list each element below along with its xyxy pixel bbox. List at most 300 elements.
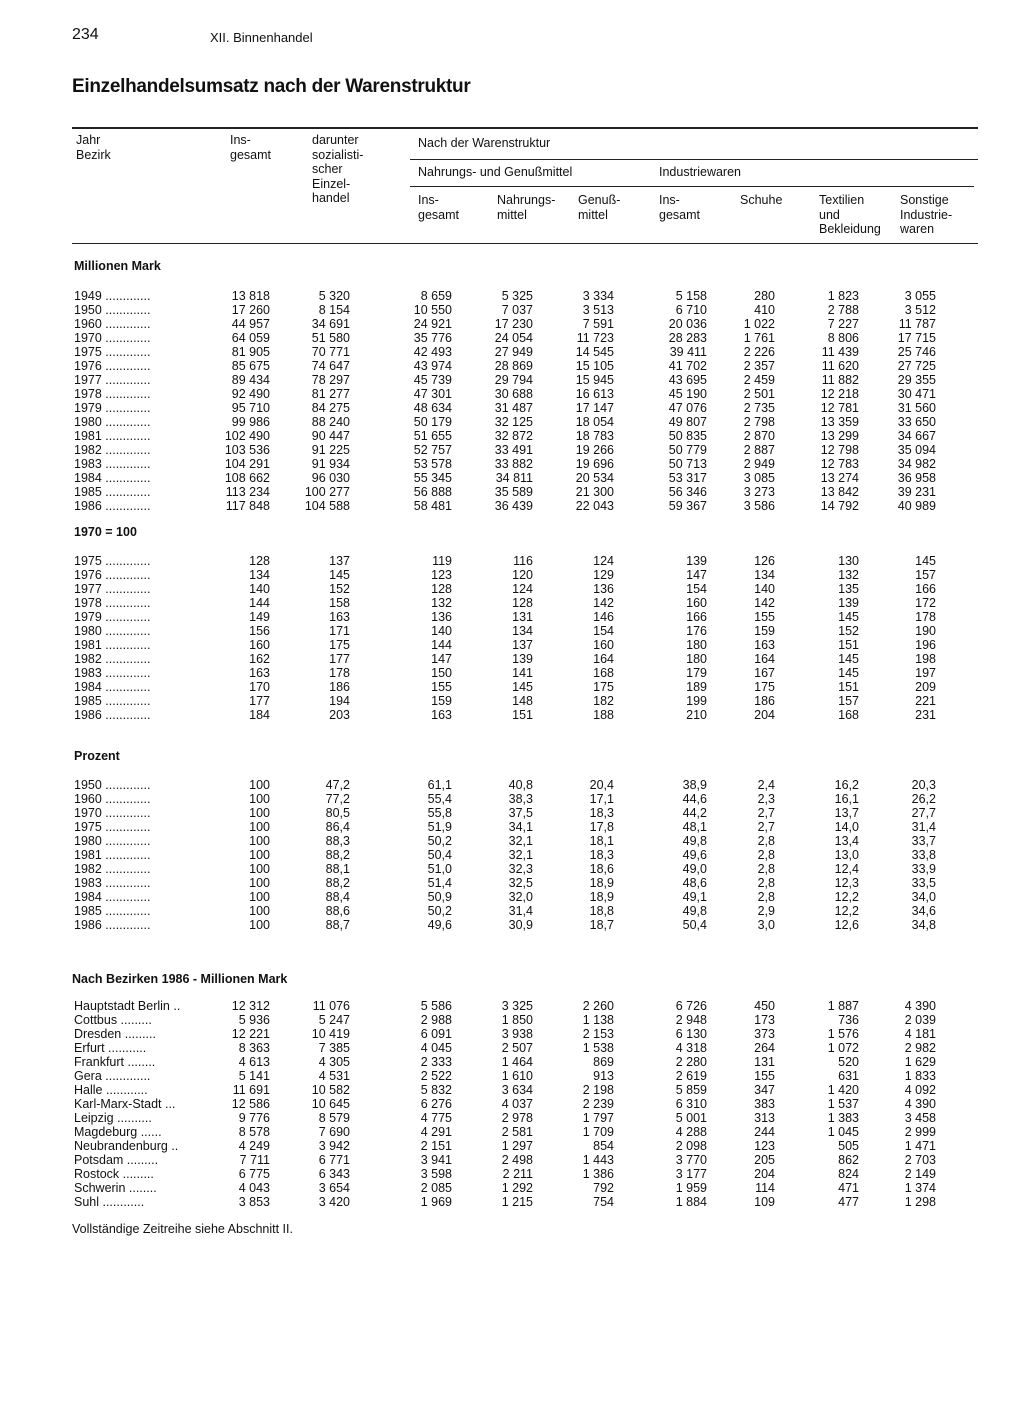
table-cell: 2,4	[757, 778, 775, 792]
table-cell: 26,2	[911, 792, 936, 806]
table-cell: 280	[754, 289, 775, 303]
table-cell: 139	[838, 596, 859, 610]
table-row	[0, 680, 1024, 694]
table-cell: 132	[838, 568, 859, 582]
table-cell: 6 775	[238, 1167, 270, 1181]
header-sonstige: Sonstige Industrie- waren	[900, 193, 953, 236]
table-cell: 13,4	[834, 834, 859, 848]
table-cell: 154	[593, 624, 614, 638]
table-cell: 8 579	[318, 1111, 350, 1125]
table-cell: 141	[512, 666, 533, 680]
table-cell: 2 459	[743, 373, 775, 387]
row-label: 1976 .............	[74, 359, 151, 373]
table-cell: 177	[329, 652, 350, 666]
table-cell: 166	[915, 582, 936, 596]
table-cell: 2 522	[420, 1069, 452, 1083]
table-cell: 186	[754, 694, 775, 708]
table-cell: 3 334	[582, 289, 614, 303]
table-row	[0, 792, 1024, 806]
table-cell: 145	[838, 666, 859, 680]
row-label: 1977 .............	[74, 373, 151, 387]
table-cell: 27,7	[911, 806, 936, 820]
header-nahrung-group: Nahrungs- und Genußmittel	[418, 165, 573, 179]
table-cell: 113 234	[225, 485, 270, 499]
table-cell: 37,5	[508, 806, 533, 820]
table-cell: 50,4	[682, 918, 707, 932]
table-cell: 1 072	[827, 1041, 859, 1055]
table-cell: 159	[431, 694, 452, 708]
table-cell: 3 055	[904, 289, 936, 303]
table-cell: 100	[249, 778, 270, 792]
header-nahrungsmittel: Nahrungs- mittel	[497, 193, 556, 222]
table-cell: 2 982	[904, 1041, 936, 1055]
table-cell: 168	[838, 708, 859, 722]
table-cell: 175	[754, 680, 775, 694]
table-cell: 1 823	[827, 289, 859, 303]
table-cell: 50,2	[427, 904, 452, 918]
row-label: Schwerin ........	[74, 1181, 157, 1195]
table-cell: 86,4	[325, 820, 350, 834]
table-cell: 4 045	[420, 1041, 452, 1055]
table-cell: 180	[686, 638, 707, 652]
table-cell: 146	[593, 610, 614, 624]
table-cell: 6 130	[675, 1027, 707, 1041]
table-cell: 13,7	[834, 806, 859, 820]
table-cell: 5 832	[420, 1083, 452, 1097]
table-cell: 175	[329, 638, 350, 652]
table-cell: 10 550	[413, 303, 452, 317]
table-cell: 52 757	[413, 443, 452, 457]
table-cell: 869	[593, 1055, 614, 1069]
table-cell: 88,2	[325, 848, 350, 862]
table-cell: 142	[593, 596, 614, 610]
table-cell: 44,6	[682, 792, 707, 806]
table-cell: 3 770	[675, 1153, 707, 1167]
table-cell: 383	[754, 1097, 775, 1111]
table-cell: 32,5	[508, 876, 533, 890]
table-cell: 114	[755, 1181, 775, 1195]
table-cell: 64 059	[231, 331, 270, 345]
table-cell: 17,8	[589, 820, 614, 834]
table-cell: 18,9	[589, 890, 614, 904]
table-cell: 2,7	[757, 806, 775, 820]
table-row	[0, 499, 1024, 513]
table-cell: 3 654	[318, 1181, 350, 1195]
table-cell: 35 094	[897, 443, 936, 457]
table-cell: 44 957	[231, 317, 270, 331]
table-cell: 99 986	[231, 415, 270, 429]
table-cell: 18,6	[589, 862, 614, 876]
table-cell: 49,0	[682, 862, 707, 876]
table-cell: 18 054	[575, 415, 614, 429]
row-label: 1984 .............	[74, 680, 151, 694]
table-cell: 198	[915, 652, 936, 666]
section-prozent: Prozent	[74, 749, 120, 763]
table-cell: 5 320	[318, 289, 350, 303]
table-cell: 792	[593, 1181, 614, 1195]
table-cell: 137	[512, 638, 533, 652]
table-cell: 38,9	[682, 778, 707, 792]
table-row	[0, 652, 1024, 666]
table-cell: 14 545	[575, 345, 614, 359]
table-cell: 128	[512, 596, 533, 610]
page-title: Einzelhandelsumsatz nach der Warenstruktur	[72, 76, 471, 97]
table-cell: 31,4	[508, 904, 533, 918]
table-cell: 14 792	[820, 499, 859, 513]
table-cell: 151	[512, 708, 533, 722]
row-label: 1970 .............	[74, 806, 151, 820]
header-bottom-rule	[72, 243, 978, 244]
table-cell: 1 709	[582, 1125, 614, 1139]
table-cell: 177	[249, 694, 270, 708]
header-insgesamt: Ins- gesamt	[230, 133, 271, 162]
row-label: 1985 .............	[74, 904, 151, 918]
table-cell: 1 850	[501, 1013, 533, 1027]
table-cell: 1 797	[582, 1111, 614, 1125]
table-cell: 631	[838, 1069, 859, 1083]
table-cell: 5 247	[318, 1013, 350, 1027]
table-cell: 264	[754, 1041, 775, 1055]
table-cell: 53 578	[413, 457, 452, 471]
table-cell: 2 239	[582, 1097, 614, 1111]
table-cell: 204	[754, 1167, 775, 1181]
table-cell: 184	[249, 708, 270, 722]
header-darunter: darunter sozialisti- scher Einzel- handel	[312, 133, 364, 205]
table-row	[0, 289, 1024, 303]
table-cell: 135	[838, 582, 859, 596]
table-cell: 2,8	[757, 848, 775, 862]
table-cell: 36 958	[897, 471, 936, 485]
table-cell: 3 085	[743, 471, 775, 485]
table-cell: 11 723	[576, 331, 614, 345]
table-cell: 205	[754, 1153, 775, 1167]
row-label: 1980 .............	[74, 834, 151, 848]
table-cell: 43 974	[413, 359, 452, 373]
table-cell: 6 726	[675, 999, 707, 1013]
table-row	[0, 443, 1024, 457]
table-cell: 55,8	[427, 806, 452, 820]
row-label: 1986 .............	[74, 918, 151, 932]
table-cell: 120	[512, 568, 533, 582]
table-cell: 32,3	[508, 862, 533, 876]
table-cell: 167	[754, 666, 775, 680]
table-index-1970	[0, 554, 1024, 722]
table-cell: 33 650	[897, 415, 936, 429]
table-cell: 1 443	[582, 1153, 614, 1167]
table-cell: 34 811	[495, 471, 533, 485]
table-cell: 50 179	[413, 415, 452, 429]
table-cell: 175	[593, 680, 614, 694]
chapter-heading: XII. Binnenhandel	[210, 30, 313, 45]
table-cell: 17 715	[897, 331, 936, 345]
table-cell: 4 305	[318, 1055, 350, 1069]
table-row	[0, 485, 1024, 499]
table-cell: 3 177	[675, 1167, 707, 1181]
row-label: 1970 .............	[74, 331, 151, 345]
section-index-1970: 1970 = 100	[74, 525, 137, 539]
row-label: 1976 .............	[74, 568, 151, 582]
table-cell: 754	[593, 1195, 614, 1209]
table-cell: 1 420	[827, 1083, 859, 1097]
header-i-insgesamt: Ins- gesamt	[659, 193, 700, 222]
table-cell: 13 299	[820, 429, 859, 443]
table-cell: 40 989	[897, 499, 936, 513]
row-label: Hauptstadt Berlin ..	[74, 999, 181, 1013]
row-label: Rostock .........	[74, 1167, 154, 1181]
row-label: Halle ............	[74, 1083, 148, 1097]
table-cell: 2 153	[582, 1027, 614, 1041]
table-cell: 29 355	[897, 373, 936, 387]
table-cell: 45 739	[413, 373, 452, 387]
table-cell: 152	[838, 624, 859, 638]
table-cell: 3 513	[582, 303, 614, 317]
table-cell: 2 798	[743, 415, 775, 429]
table-row	[0, 638, 1024, 652]
table-cell: 2 501	[743, 387, 775, 401]
table-cell: 100	[249, 834, 270, 848]
table-cell: 92 490	[231, 387, 270, 401]
table-cell: 129	[593, 568, 614, 582]
row-label: 1950 .............	[74, 778, 151, 792]
table-cell: 45 190	[668, 387, 707, 401]
table-cell: 18,3	[589, 848, 614, 862]
table-cell: 51 580	[311, 331, 350, 345]
table-cell: 244	[754, 1125, 775, 1139]
table-cell: 178	[915, 610, 936, 624]
table-cell: 209	[915, 680, 936, 694]
footnote: Vollständige Zeitreihe siehe Abschnitt II.	[72, 1222, 293, 1236]
table-cell: 179	[686, 666, 707, 680]
table-cell: 36 439	[494, 499, 533, 513]
table-cell: 32,0	[508, 890, 533, 904]
table-cell: 2 735	[743, 401, 775, 415]
table-cell: 123	[431, 568, 452, 582]
table-row	[0, 862, 1024, 876]
table-cell: 39 411	[669, 345, 707, 359]
table-cell: 10 582	[311, 1083, 350, 1097]
table-cell: 108 662	[224, 471, 270, 485]
table-bezirke	[0, 999, 1024, 1209]
table-cell: 102 490	[224, 429, 270, 443]
table-cell: 51,9	[427, 820, 452, 834]
table-cell: 13,0	[834, 848, 859, 862]
table-cell: 6 091	[420, 1027, 452, 1041]
table-cell: 3 853	[238, 1195, 270, 1209]
table-cell: 136	[593, 582, 614, 596]
table-cell: 8 806	[827, 331, 859, 345]
row-label: 1981 .............	[74, 429, 151, 443]
table-cell: 1 761	[743, 331, 775, 345]
row-label: 1978 .............	[74, 596, 151, 610]
table-cell: 147	[431, 652, 452, 666]
table-cell: 4 318	[675, 1041, 707, 1055]
table-cell: 151	[838, 638, 859, 652]
table-cell: 2,7	[757, 820, 775, 834]
table-cell: 2 999	[904, 1125, 936, 1139]
row-label: Magdeburg ......	[74, 1125, 162, 1139]
table-row	[0, 820, 1024, 834]
table-cell: 1 887	[827, 999, 859, 1013]
table-cell: 15 105	[575, 359, 614, 373]
table-row	[0, 345, 1024, 359]
table-cell: 190	[915, 624, 936, 638]
table-row	[0, 694, 1024, 708]
table-cell: 43 695	[668, 373, 707, 387]
table-cell: 40,8	[508, 778, 533, 792]
row-label: 1983 .............	[74, 666, 151, 680]
row-label: 1983 .............	[74, 457, 151, 471]
table-cell: 25 746	[897, 345, 936, 359]
table-row	[0, 1125, 1024, 1139]
table-cell: 12 783	[820, 457, 859, 471]
table-cell: 477	[838, 1195, 859, 1209]
table-cell: 18,7	[589, 918, 614, 932]
table-cell: 59 367	[668, 499, 707, 513]
table-millionen-mark	[0, 289, 1024, 513]
table-row	[0, 1153, 1024, 1167]
table-cell: 12 312	[231, 999, 270, 1013]
table-cell: 128	[249, 554, 270, 568]
table-cell: 1 045	[827, 1125, 859, 1139]
table-row	[0, 666, 1024, 680]
table-row	[0, 596, 1024, 610]
table-cell: 100	[249, 918, 270, 932]
table-cell: 2 149	[904, 1167, 936, 1181]
table-cell: 89 434	[231, 373, 270, 387]
table-cell: 1 537	[827, 1097, 859, 1111]
table-cell: 104 291	[224, 457, 270, 471]
table-cell: 78 297	[311, 373, 350, 387]
table-cell: 16,1	[834, 792, 859, 806]
table-row	[0, 999, 1024, 1013]
row-label: 1960 .............	[74, 317, 151, 331]
table-row	[0, 415, 1024, 429]
table-cell: 14,0	[834, 820, 859, 834]
table-cell: 3 325	[501, 999, 533, 1013]
table-cell: 2,8	[757, 876, 775, 890]
table-prozent	[0, 778, 1024, 932]
table-cell: 1 298	[904, 1195, 936, 1209]
table-cell: 116	[513, 554, 533, 568]
table-cell: 170	[249, 680, 270, 694]
table-cell: 13 274	[820, 471, 859, 485]
row-label: Neubrandenburg ..	[74, 1139, 179, 1153]
table-cell: 33,8	[911, 848, 936, 862]
table-cell: 117 848	[225, 499, 270, 513]
table-cell: 1 884	[675, 1195, 707, 1209]
table-row	[0, 890, 1024, 904]
table-cell: 1 969	[420, 1195, 452, 1209]
table-row	[0, 876, 1024, 890]
table-cell: 128	[431, 582, 452, 596]
header-jahr-bezirk: Jahr Bezirk	[76, 133, 111, 162]
table-cell: 47 076	[668, 401, 707, 415]
table-row	[0, 624, 1024, 638]
table-cell: 18,3	[589, 806, 614, 820]
table-cell: 9 776	[238, 1111, 270, 1125]
table-row	[0, 582, 1024, 596]
table-cell: 2 280	[675, 1055, 707, 1069]
table-cell: 2 039	[904, 1013, 936, 1027]
row-label: Dresden .........	[74, 1027, 156, 1041]
table-row	[0, 848, 1024, 862]
table-cell: 20,4	[589, 778, 614, 792]
table-cell: 134	[512, 624, 533, 638]
table-row	[0, 359, 1024, 373]
table-cell: 2 260	[582, 999, 614, 1013]
table-row	[0, 708, 1024, 722]
table-row	[0, 1181, 1024, 1195]
table-cell: 824	[838, 1167, 859, 1181]
table-cell: 104 588	[304, 499, 350, 513]
row-label: Potsdam .........	[74, 1153, 159, 1167]
row-label: Cottbus .........	[74, 1013, 152, 1027]
table-row	[0, 554, 1024, 568]
table-cell: 50 779	[668, 443, 707, 457]
section-bezirke: Nach Bezirken 1986 - Millionen Mark	[72, 972, 288, 986]
table-cell: 163	[249, 666, 270, 680]
table-cell: 3 273	[743, 485, 775, 499]
table-cell: 2 619	[675, 1069, 707, 1083]
table-cell: 144	[249, 596, 270, 610]
table-cell: 20 036	[668, 317, 707, 331]
table-cell: 30,9	[508, 918, 533, 932]
table-cell: 140	[431, 624, 452, 638]
row-label: 1978 .............	[74, 387, 151, 401]
table-cell: 152	[329, 582, 350, 596]
table-cell: 12,2	[834, 904, 859, 918]
table-cell: 50,2	[427, 834, 452, 848]
table-cell: 70 771	[311, 345, 350, 359]
table-cell: 1 386	[582, 1167, 614, 1181]
table-cell: 1 959	[675, 1181, 707, 1195]
table-cell: 6 310	[675, 1097, 707, 1111]
table-cell: 35 776	[413, 331, 452, 345]
table-cell: 156	[249, 624, 270, 638]
table-cell: 6 710	[675, 303, 707, 317]
table-cell: 4 181	[904, 1027, 936, 1041]
table-cell: 18,1	[589, 834, 614, 848]
table-row	[0, 1111, 1024, 1125]
table-cell: 1 374	[904, 1181, 936, 1195]
table-cell: 164	[593, 652, 614, 666]
table-cell: 203	[329, 708, 350, 722]
table-cell: 11 882	[821, 373, 859, 387]
table-cell: 7 227	[827, 317, 859, 331]
table-cell: 157	[915, 568, 936, 582]
row-label: 1981 .............	[74, 848, 151, 862]
table-cell: 150	[431, 666, 452, 680]
table-cell: 2 870	[743, 429, 775, 443]
row-label: 1986 .............	[74, 708, 151, 722]
table-cell: 3 941	[420, 1153, 452, 1167]
table-cell: 50,9	[427, 890, 452, 904]
table-cell: 2 098	[675, 1139, 707, 1153]
table-row	[0, 1027, 1024, 1041]
table-cell: 6 276	[420, 1097, 452, 1111]
table-cell: 6 771	[318, 1153, 350, 1167]
table-cell: 145	[838, 652, 859, 666]
table-cell: 160	[593, 638, 614, 652]
table-cell: 520	[838, 1055, 859, 1069]
table-cell: 180	[686, 652, 707, 666]
table-row	[0, 1013, 1024, 1027]
table-cell: 11 691	[232, 1083, 270, 1097]
table-cell: 39 231	[897, 485, 936, 499]
table-cell: 2,8	[757, 834, 775, 848]
table-cell: 29 794	[494, 373, 533, 387]
table-cell: 145	[329, 568, 350, 582]
